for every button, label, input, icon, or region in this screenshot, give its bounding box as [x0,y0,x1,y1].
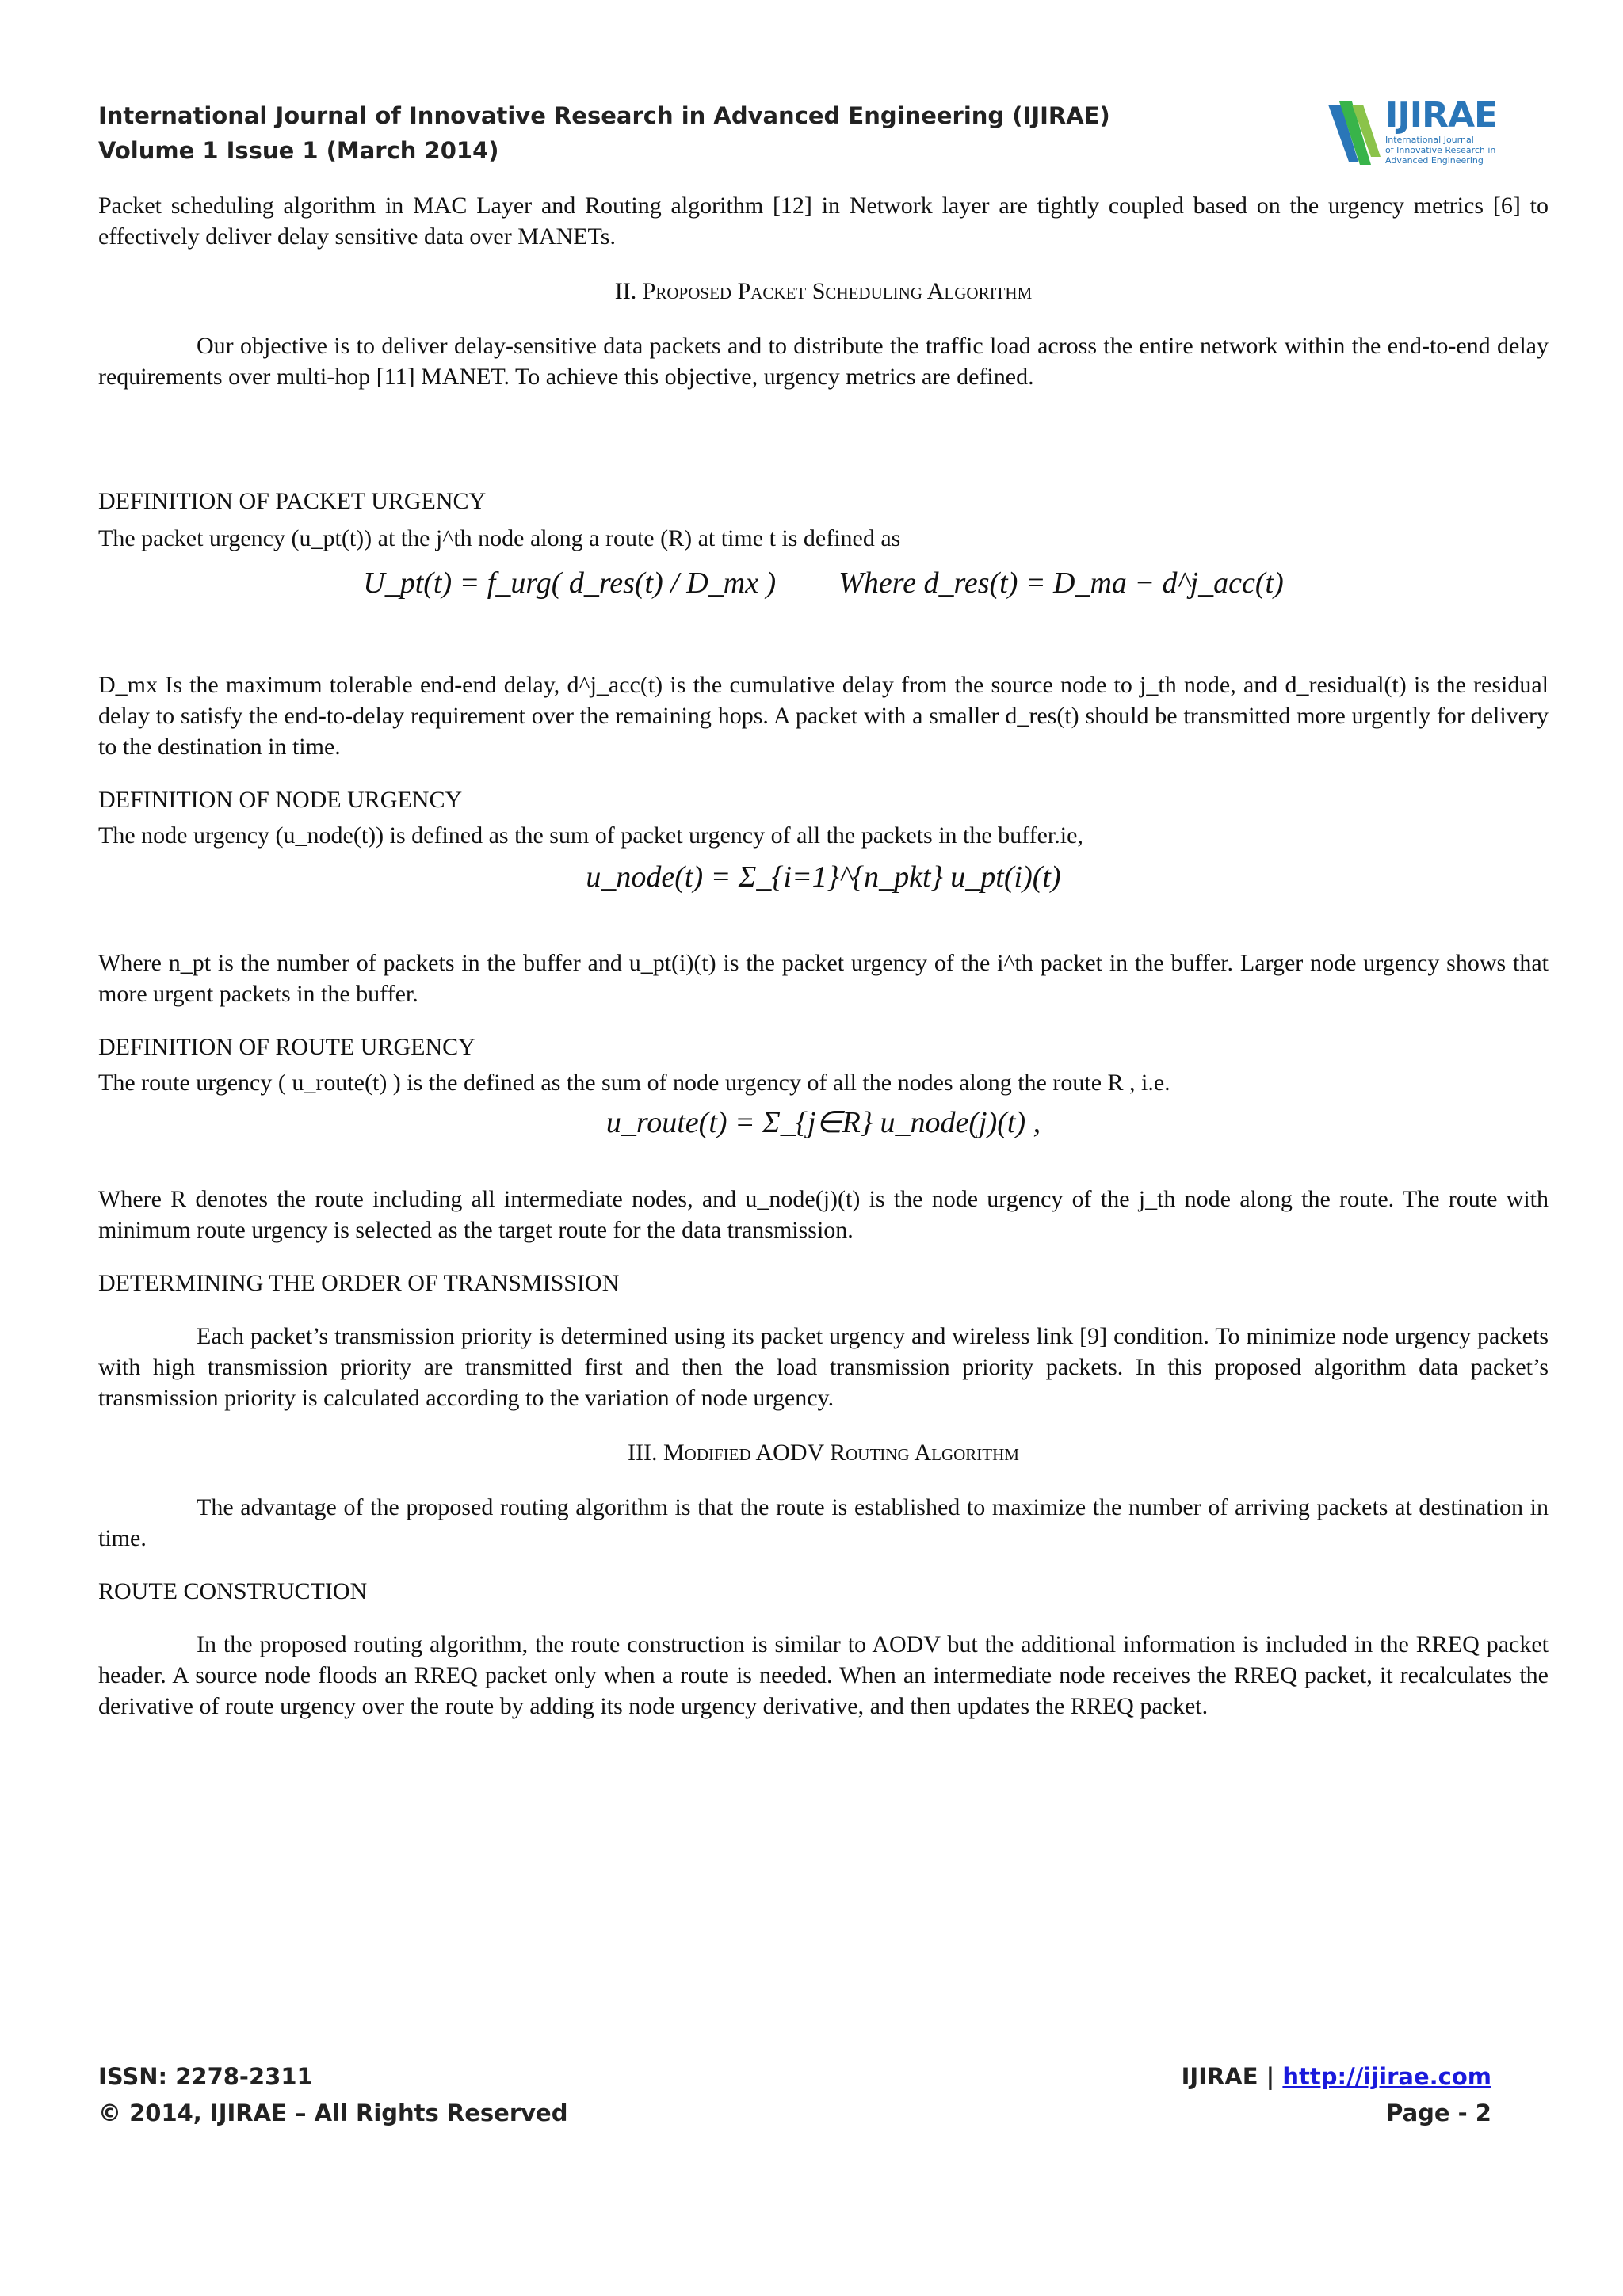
article-body [98,190,1549,1722]
section-3-paragraph: The advantage of the proposed routing algorithm is that the route is established to maximize the number of arriving packets at destination in time. [98,1494,1549,1551]
def-packet-line: The packet urgency (u_pt(t)) at the j^th node along a route (R) at time t is defined as [98,525,901,551]
footer-issn: ISSN: 2278-2311 [98,2063,313,2090]
journal-volume: Volume 1 Issue 1 (March 2014) [98,137,499,164]
footer-site-link[interactable]: http://ijirae.com [1282,2063,1491,2090]
equation-node-urgency [98,862,1549,941]
def-route-paragraph: Where R denotes the route including all intermediate nodes, and u_node(j)(t) is the node urgency of the j_th node along the route. The route with minimum route urgency is selected as the target route for the data transmission. [98,1186,1549,1243]
def-node-line: The node urgency (u_node(t)) is defined as the sum of packet urgency of all the packets in the buffer.ie, [98,822,1083,849]
section-2-paragraph: Our objective is to deliver delay-sensitive data packets and to distribute the traffic load across the entire network within the end-to-end delay requirements over multi-hop [11] MANET. To achieve this objective, urgency metrics are defined. [98,333,1549,390]
def-route-heading: DEFINITION OF ROUTE URGENCY [98,1034,475,1060]
order-heading: DETERMINING THE ORDER OF TRANSMISSION [98,1270,620,1296]
logo-title: IJIRAE [1385,95,1498,135]
def-packet-paragraph: D_mx Is the maximum tolerable end-end delay, d^j_acc(t) is the cumulative delay from the source node to j_th node, and d_residual(t) is the residual delay to satisfy the end-to-delay requirement over the remaining hops. A packet with a smaller d_res(t) should be transmitted more urgently for delivery to the destination in time. [98,672,1549,760]
equation-route-urgency [98,1108,1549,1179]
section-3-title: III. Modified AODV Routing Algorithm [628,1440,1019,1466]
journal-header [98,98,1110,168]
order-paragraph: Each packet’s transmission priority is determined using its packet urgency and wireless link [9] condition. To minimize node urgency packets with high transmission priority are transmitted first and then the load transmission priority packets. In this proposed algorithm data packet’s transmission priority is calculated according to the variation of node urgency. [98,1323,1549,1411]
eq1-left: U_pt(t) = f_urg( d_res(t) / D_mx ) [363,566,777,600]
route-construction-paragraph: In the proposed routing algorithm, the route construction is similar to AODV but the additional information is included in the RREQ packet header. A source node floods an RREQ packet only when a route is needed. When an intermediate node receives the RREQ packet, it recalculates the derivative of route urgency over the route by adding its node urgency derivative, and then updates the RREQ packet. [98,1631,1549,1719]
section-3-heading [98,1437,1549,1468]
logo-subtitle-3: Advanced Engineering [1385,155,1484,166]
def-route-line: The route urgency ( u_route(t) ) is the defined as the sum of node urgency of all the nodes along the route R , i.e. [98,1070,1170,1096]
footer-site-label: IJIRAE | [1181,2063,1275,2090]
def-node-heading: DEFINITION OF NODE URGENCY [98,787,463,813]
journal-title: International Journal of Innovative Research in Advanced Engineering (IJIRAE) [98,102,1110,129]
logo-subtitle-1: International Journal [1385,135,1474,145]
footer-left [98,2058,567,2131]
ijirae-logo [1325,93,1499,173]
footer-page-number: Page - 2 [1386,2100,1491,2126]
logo-chevron-icon [1325,93,1382,173]
footer-right [1182,2058,1491,2131]
eq2-text: u_node(t) = Σ_{i=1}^{n_pkt} u_pt(i)(t) [586,860,1061,894]
section-2-title: II. Proposed Packet Scheduling Algorithm [614,278,1033,304]
intro-paragraph: Packet scheduling algorithm in MAC Layer and Routing algorithm [12] in Network layer are tightly coupled based on the urgency metrics [6] to effectively deliver delay sensitive data over MANETs. [98,193,1549,250]
eq3-text: u_route(t) = Σ_{j∈R} u_node(j)(t) , [605,1106,1041,1139]
equation-packet-urgency [98,568,1549,657]
route-construction-heading: ROUTE CONSTRUCTION [98,1578,368,1604]
logo-subtitle [1385,135,1495,166]
footer-site [1182,2058,1491,2095]
def-packet-heading: DEFINITION OF PACKET URGENCY [98,488,487,514]
logo-subtitle-2: of Innovative Research in [1385,145,1496,155]
section-2-heading [98,276,1549,307]
def-node-paragraph: Where n_pt is the number of packets in the buffer and u_pt(i)(t) is the packet urgency of the i^th packet in the buffer. Larger node urgency shows that more urgent packets in the buffer. [98,950,1549,1007]
eq1-right: Where d_res(t) = D_ma − d^j_acc(t) [838,566,1284,600]
footer-copyright: © 2014, IJIRAE – All Rights Reserved [98,2100,568,2126]
